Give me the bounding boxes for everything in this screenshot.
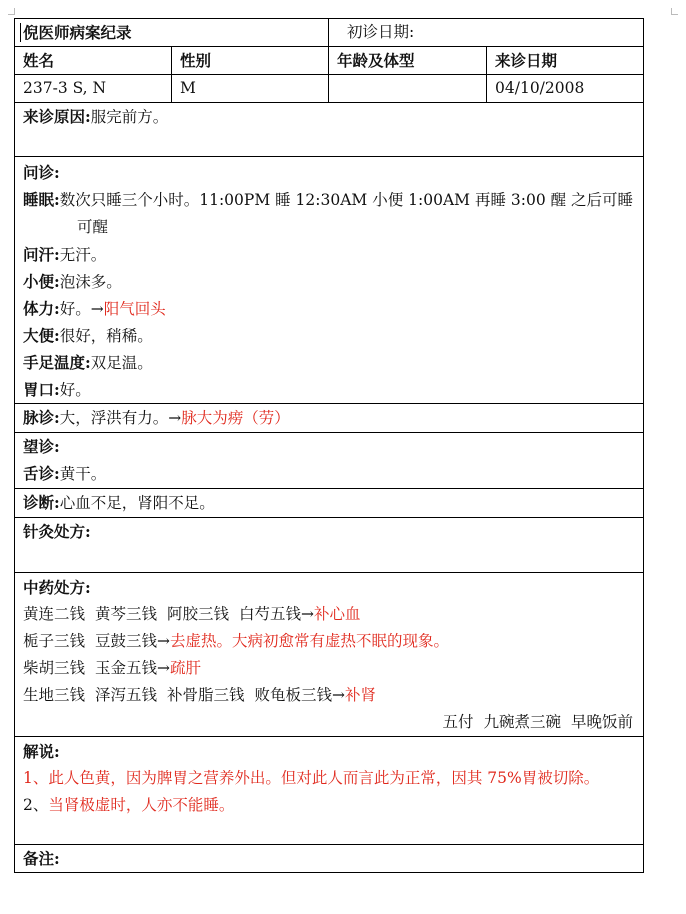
herbal-line-1 [23, 601, 643, 628]
explanation-num: 2、 [23, 796, 49, 814]
sweat-label: 问汗: [23, 245, 60, 264]
herb-note: 去虚热。大病初愈常有虚热不眠的现象。 [170, 632, 450, 650]
herb-item: 生地三钱 [23, 686, 86, 704]
pulse-cell[interactable] [15, 404, 644, 433]
acupuncture-cell[interactable] [15, 518, 644, 573]
sleep-label: 睡眠: [23, 190, 60, 209]
acupuncture-label: 针灸处方: [23, 522, 91, 541]
herbal-row [15, 573, 644, 737]
energy-note: 阳气回头 [103, 300, 166, 318]
sex-value[interactable]: M [172, 75, 329, 103]
inquiry-appetite [23, 376, 643, 403]
reason-row [15, 103, 644, 157]
explanation-label: 解说: [23, 742, 60, 761]
observation-label: 望诊: [23, 437, 60, 456]
herbal-cell[interactable] [15, 573, 644, 737]
stool-label: 大便: [23, 326, 60, 345]
observation-cell[interactable] [15, 433, 644, 489]
tongue-line [23, 460, 643, 487]
remarks-label: 备注: [23, 849, 60, 868]
limb-temp-text: 双足温。 [90, 354, 153, 372]
stool-text: 很好，稍稀。 [59, 327, 153, 345]
patient-header-row [15, 47, 644, 75]
explanation-item-2 [23, 792, 643, 819]
inquiry-urine [23, 268, 643, 295]
herb-item: 栀子三钱 [23, 632, 86, 650]
herb-item: 补骨脂三钱 [167, 686, 245, 704]
sweat-text: 无汗。 [59, 246, 107, 264]
herb-item: 阿胶三钱 [167, 605, 230, 623]
herb-item: 泽泻五钱 [95, 686, 158, 704]
inquiry-sleep [23, 186, 643, 241]
energy-text: 好。→ [59, 300, 104, 318]
appetite-text: 好。 [59, 381, 91, 399]
first-visit-label: 初诊日期: [347, 23, 415, 41]
diagnosis-label: 诊断: [23, 493, 60, 512]
herb-note: 疏肝 [170, 659, 202, 677]
herbal-label: 中药处方: [23, 578, 91, 597]
record-title-cell[interactable] [15, 19, 329, 47]
patient-value-row [15, 75, 644, 103]
observation-row [15, 433, 644, 489]
acupuncture-row [15, 518, 644, 573]
explanation-row [15, 737, 644, 845]
visit-date-header: 来诊日期 [487, 47, 644, 75]
remarks-cell[interactable] [15, 845, 644, 873]
medical-record-table [14, 18, 644, 873]
herb-item: 黄芩三钱 [95, 605, 158, 623]
herb-note: 补心血 [314, 605, 361, 623]
herb-item: 豆鼓三钱→ [95, 632, 171, 650]
herbal-line-3 [23, 655, 643, 682]
remarks-row [15, 845, 644, 873]
herbal-line-2 [23, 628, 643, 655]
inquiry-label: 问诊: [23, 163, 60, 182]
name-value[interactable]: 237-3 S, N [15, 75, 172, 103]
sex-header: 性别 [172, 47, 329, 75]
title-row [15, 19, 644, 47]
herbal-line-4 [23, 682, 643, 709]
diagnosis-cell[interactable] [15, 489, 644, 518]
age-value[interactable] [329, 75, 487, 103]
dosage-method: 九碗煮三碗 [483, 713, 562, 731]
diagnosis-text: 心血不足，肾阳不足。 [59, 494, 215, 512]
inquiry-limb-temp [23, 349, 643, 376]
inquiry-energy [23, 295, 643, 322]
tongue-label: 舌诊: [23, 464, 60, 483]
dosage-timing: 早晚饭前 [571, 713, 634, 731]
herb-item: 败龟板三钱→ [254, 686, 346, 704]
first-visit-cell[interactable] [329, 19, 644, 47]
visit-date-value[interactable]: 04/10/2008 [487, 75, 644, 103]
inquiry-cell[interactable] [15, 157, 644, 404]
reason-text: 服完前方。 [90, 108, 169, 126]
crop-mark-top-left [8, 8, 15, 15]
energy-label: 体力: [23, 299, 60, 318]
herb-item: 玉金五钱→ [95, 659, 171, 677]
record-title: 倪医师病案纪录 [23, 23, 132, 42]
explanation-text: 此人色黄，因为脾胃之营养外出。但对此人而言此为正常，因其 75%胃被切除。 [48, 769, 600, 787]
sleep-text: 数次只睡三个小时。11:00PM 睡 12:30AM 小便 1:00AM 再睡 3:00 醒 之后可睡可醒 [59, 191, 634, 236]
herb-note: 补肾 [345, 686, 377, 704]
name-header: 姓名 [15, 47, 172, 75]
urine-text: 泡沫多。 [59, 273, 122, 291]
herb-item: 柴胡三钱 [23, 659, 86, 677]
age-header: 年龄及体型 [329, 47, 487, 75]
dosage-count: 五付 [442, 713, 474, 731]
herb-item: 白芍五钱→ [239, 605, 315, 623]
reason-cell[interactable] [15, 103, 644, 157]
inquiry-stool [23, 322, 643, 349]
explanation-text: 当肾极虚时，人亦不能睡。 [48, 796, 235, 814]
dosage-line [23, 709, 643, 736]
herb-item: 黄连二钱 [23, 605, 86, 623]
explanation-num: 1、 [23, 769, 49, 787]
appetite-label: 胃口: [23, 380, 60, 399]
crop-mark-top-right [671, 8, 678, 15]
urine-label: 小便: [23, 272, 60, 291]
limb-temp-label: 手足温度: [23, 353, 91, 372]
diagnosis-row [15, 489, 644, 518]
pulse-label: 脉诊: [23, 408, 60, 427]
pulse-text: 大，浮洪有力。→ [59, 409, 182, 427]
explanation-item-1 [23, 765, 643, 792]
reason-label: 来诊原因: [23, 107, 91, 126]
pulse-note: 脉大为痨（劳） [181, 409, 290, 427]
pulse-row [15, 404, 644, 433]
explanation-cell[interactable] [15, 737, 644, 845]
tongue-text: 黄干。 [59, 465, 107, 483]
inquiry-row [15, 157, 644, 404]
inquiry-sweat [23, 241, 643, 268]
